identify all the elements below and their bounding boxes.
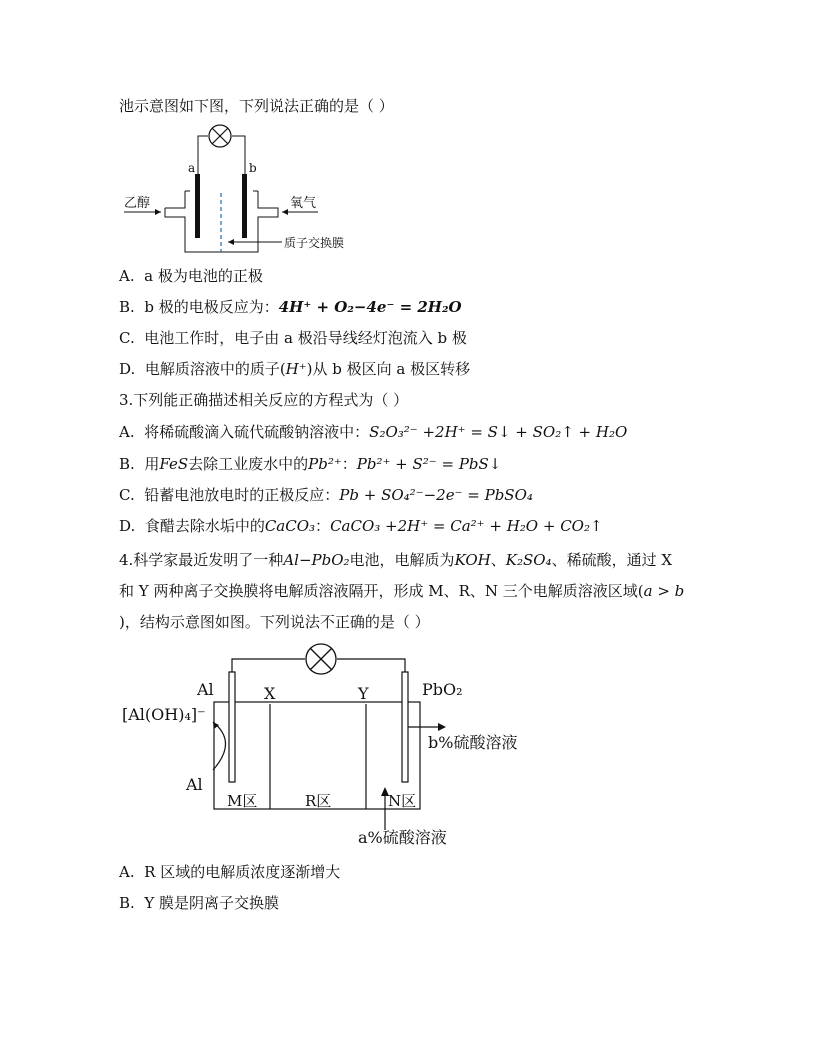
fig2-al-left: Al — [186, 775, 203, 794]
curved-arrow-icon — [213, 722, 226, 770]
electrode-a — [195, 174, 200, 238]
q3-option-d: D. 食醋去除水垢中的CaCO₃：CaCO₃ +2H⁺ = Ca²⁺ + H₂O + CO₂↑ — [119, 517, 603, 535]
q4-stem-line1: 4.科学家最近发明了一种Al−PbO₂电池，电解质为KOH、K₂SO₄、稀硫酸，通过 X — [119, 551, 673, 569]
lamp-icon — [209, 125, 231, 147]
q2-option-c: C. 电池工作时，电子由 a 极沿导线经灯泡流入 b 极 — [119, 329, 467, 347]
fuel-cell-diagram — [0, 120, 816, 390]
arrow-membrane-icon — [228, 239, 234, 245]
pbo2-electrode — [402, 672, 408, 782]
fig1-label-b: b — [249, 161, 257, 175]
q4-option-b: B. Y 膜是阴离子交换膜 — [119, 894, 280, 912]
q4-stem-line3: )，结构示意图如图。下列说法不正确的是（ ） — [119, 613, 430, 631]
q3-option-b: B. 用FeS去除工业废水中的Pb²⁺：Pb²⁺ + S²⁻ = PbS↓ — [119, 455, 502, 473]
fig2-zone-m: M区 — [227, 792, 258, 810]
al-electrode — [229, 672, 235, 782]
fuel-cell-wire — [198, 136, 208, 175]
fig2-pbo2-label: PbO₂ — [422, 680, 463, 699]
lamp-icon — [306, 644, 336, 674]
q2-stem: 池示意图如下图，下列说法正确的是（ ） — [119, 97, 394, 115]
fig2-out-label: b%硫酸溶液 — [428, 733, 518, 752]
battery-wire — [232, 659, 305, 672]
electrode-b — [242, 174, 247, 238]
q4-stem-line2: 和 Y 两种离子交换膜将电解质溶液隔开，形成 M、R、N 三个电解质溶液区域(a > b — [119, 582, 685, 600]
fig1-membrane-label: 质子交换膜 — [284, 236, 345, 250]
arrow-in-left-icon — [155, 209, 161, 215]
fig1-label-a: a — [188, 161, 196, 175]
outflow-arrow-icon — [438, 723, 446, 731]
q3-option-a: A. 将稀硫酸滴入硫代硫酸钠溶液中：S₂O₃²⁻ +2H⁺ = S↓ + SO₂↑ + H₂O — [119, 423, 628, 441]
q2-option-a: A. a 极为电池的正极 — [119, 267, 263, 285]
fig1-left-gas: 乙醇 — [124, 196, 151, 211]
fig2-al-electrode-label: Al — [197, 680, 214, 699]
q3-stem: 3.下列能正确描述相关反应的方程式为（ ） — [119, 391, 409, 409]
arrow-in-right-icon — [282, 209, 288, 215]
q3-option-c: C. 铅蓄电池放电时的正极反应：Pb + SO₄²⁻−2e⁻ = PbSO₄ — [119, 486, 533, 504]
q2-option-d: D. 电解质溶液中的质子(H⁺)从 b 极区向 a 极区转移 — [119, 360, 471, 378]
fig2-zone-n: N区 — [388, 792, 417, 810]
fig2-complex-ion: [Al(OH)₄]⁻ — [122, 705, 206, 724]
fig1-right-gas: 氧气 — [290, 196, 317, 211]
fig2-zone-r: R区 — [305, 792, 332, 810]
fig2-in-label: a%硫酸溶液 — [358, 828, 447, 847]
q2-option-b: B. b 极的电极反应为：4H⁺ + O₂−4e⁻ = 2H₂O — [119, 298, 462, 316]
fig2-membrane-x-label: X — [264, 684, 276, 703]
q4-option-a: A. R 区域的电解质浓度逐渐增大 — [119, 863, 341, 881]
fig2-membrane-y-label: Y — [358, 684, 369, 703]
al-pbo2-battery-diagram — [0, 640, 816, 850]
